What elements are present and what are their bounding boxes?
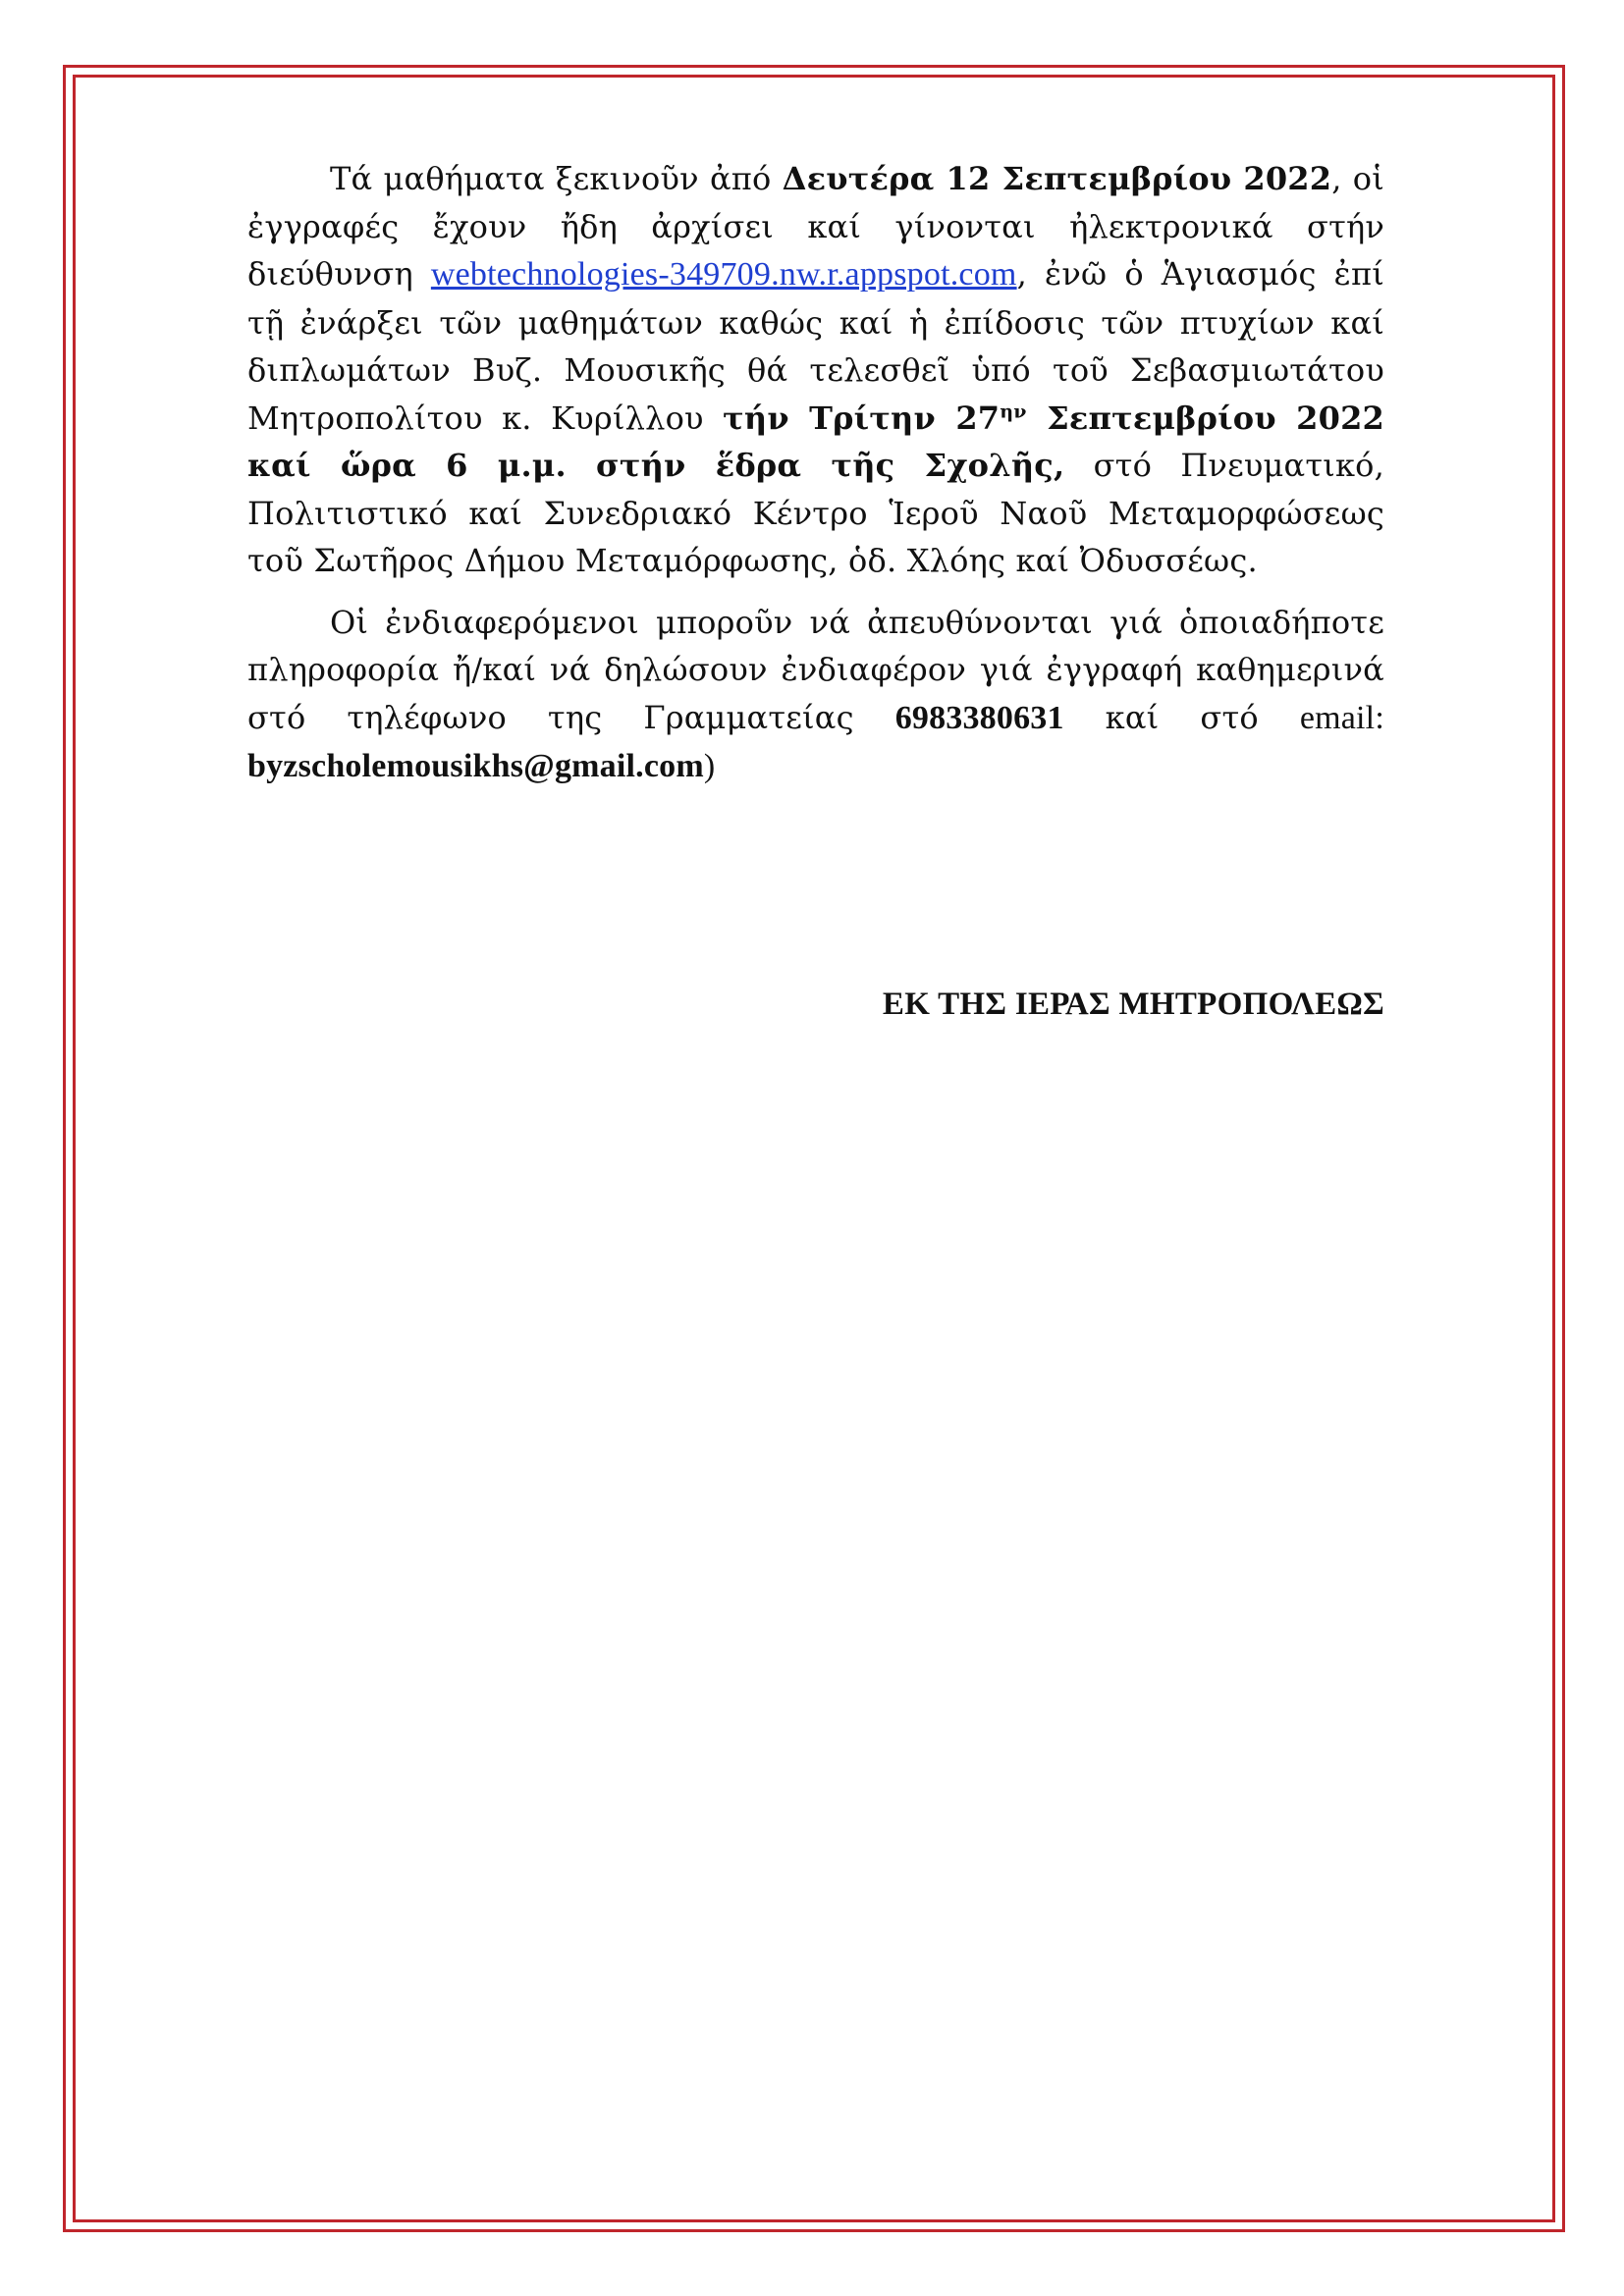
registration-link[interactable]: webtechnologies-349709.nw.r.appspot.com <box>430 256 1017 293</box>
document-body <box>247 155 1384 805</box>
paragraph-announcement <box>247 155 1384 585</box>
phone-number: 6983380631 <box>894 699 1064 736</box>
paragraph-contact <box>247 599 1384 791</box>
email-label: email: <box>1299 699 1384 736</box>
paragraph-2-text: καί στό <box>1063 698 1300 736</box>
start-date: Δευτέρα 12 Σεπτεμβρίου 2022 <box>782 160 1332 197</box>
event-details: Σεπτεμβρίου 2022 καί ὥρα 6 μ.μ. στήν ἕδρα τῆς Σχολῆς, <box>247 399 1385 484</box>
email-address[interactable]: byzscholemousikhs@gmail.com <box>247 748 704 784</box>
paragraph-1-text: , ἐνῶ ὁ Ἁγιασμός ἐπί τῇ ἐνάρξει τῶν μαθημάτων καθώς καί ἡ ἐπίδοσις τῶν πτυχίων καί διπλωμάτων Βυζ. Μουσικῆς θά τελεσθεῖ ὑπό τοῦ Σεβασμιωτάτου Μητροπολίτου κ. Κυρίλλου <box>247 255 1385 437</box>
closing-parenthesis: ) <box>703 748 716 784</box>
paragraph-1-text: , οἱ ἐγγραφές ἔχουν ἤδη ἀρχίσει καί γίνονται ἠλεκτρονικά στήν διεύθυνση <box>247 160 1384 293</box>
paragraph-2-text: Οἱ ἐνδιαφερόμενοι μποροῦν νά ἀπευθύνονται γιά ὁποιαδήποτε πληροφορία ἤ/καί νά δηλώσουν ἐνδιαφέρον γιά ἐγγραφή καθημερινά στό τηλέφωνο της Γραμματείας <box>247 603 1384 736</box>
paragraph-1-text: στό Πνευματικό, Πολιτιστικό καί Συνεδριακό Κέντρο Ἱεροῦ Ναοῦ Μεταμορφώσεως τοῦ Σωτῆρος Δήμου Μεταμόρφωσης, ὁδ. Χλόης καί Ὀδυσσέως. <box>247 447 1385 579</box>
paragraph-1-text: Τά μαθήματα ξεκινοῦν ἀπό <box>330 160 783 197</box>
event-day: τήν Τρίτην 27 <box>723 399 1001 437</box>
ordinal-suffix: ην <box>1000 400 1027 422</box>
signature: ΕΚ ΤΗΣ ΙΕΡΑΣ ΜΗΤΡΟΠΟΛΕΩΣ <box>882 987 1384 1022</box>
